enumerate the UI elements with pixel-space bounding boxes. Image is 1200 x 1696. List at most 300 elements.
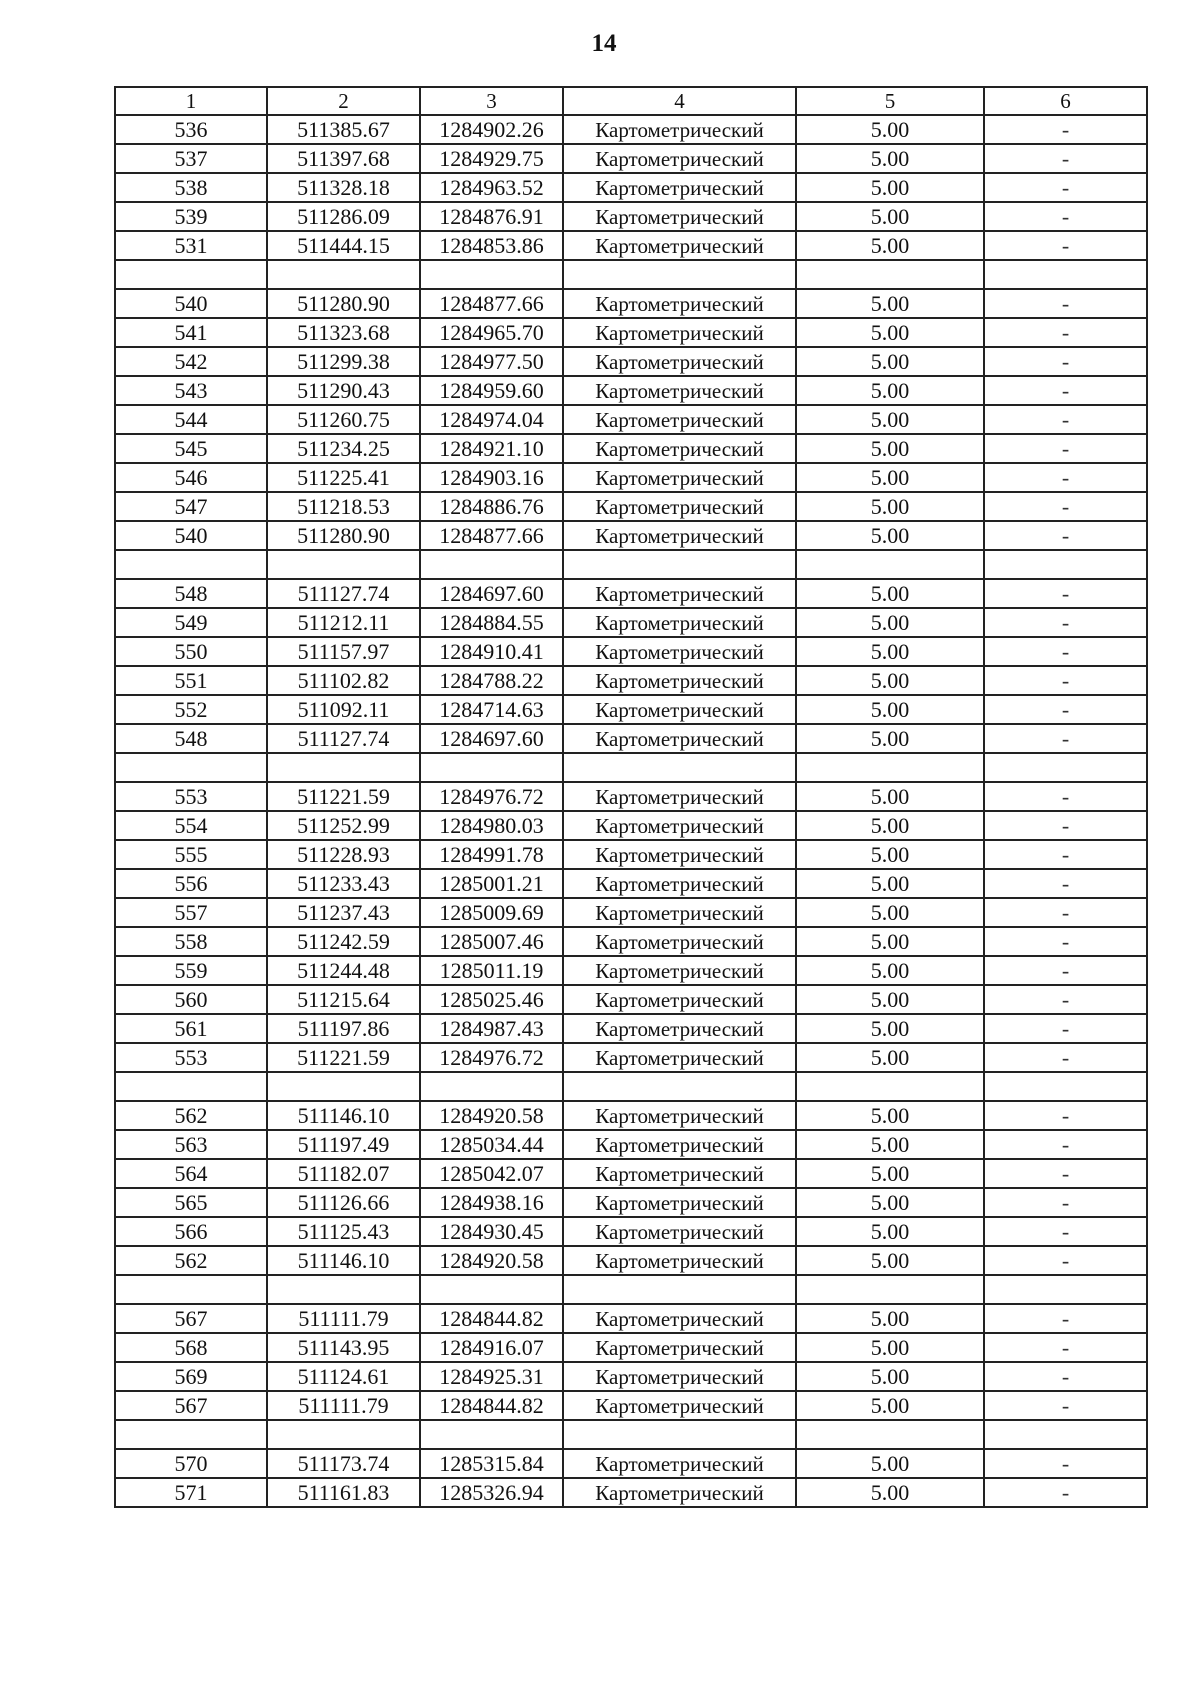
precision-cell: 5.00 [796, 608, 984, 637]
point-number-cell: 564 [115, 1159, 267, 1188]
point-number-cell: 563 [115, 1130, 267, 1159]
x-coordinate-cell: 511252.99 [267, 811, 420, 840]
column-header: 5 [796, 87, 984, 115]
x-coordinate-cell: 511286.09 [267, 202, 420, 231]
point-number-cell: 545 [115, 434, 267, 463]
y-coordinate-cell: 1284965.70 [420, 318, 563, 347]
table-row [115, 1304, 1147, 1333]
y-coordinate-cell: 1285326.94 [420, 1478, 563, 1507]
point-number-cell [115, 753, 267, 782]
description-cell: - [984, 434, 1147, 463]
x-coordinate-cell: 511328.18 [267, 173, 420, 202]
precision-cell: 5.00 [796, 434, 984, 463]
table-row [115, 579, 1147, 608]
y-coordinate-cell: 1284963.52 [420, 173, 563, 202]
method-cell [563, 260, 796, 289]
x-coordinate-cell: 511444.15 [267, 231, 420, 260]
point-number-cell: 543 [115, 376, 267, 405]
method-cell: Картометрический [563, 1333, 796, 1362]
x-coordinate-cell: 511280.90 [267, 289, 420, 318]
x-coordinate-cell: 511397.68 [267, 144, 420, 173]
x-coordinate-cell: 511290.43 [267, 376, 420, 405]
y-coordinate-cell: 1284877.66 [420, 289, 563, 318]
x-coordinate-cell: 511280.90 [267, 521, 420, 550]
point-number-cell: 553 [115, 782, 267, 811]
precision-cell: 5.00 [796, 173, 984, 202]
column-header: 2 [267, 87, 420, 115]
x-coordinate-cell: 511092.11 [267, 695, 420, 724]
point-number-cell: 536 [115, 115, 267, 144]
method-cell: Картометрический [563, 202, 796, 231]
point-number-cell: 562 [115, 1246, 267, 1275]
table-row [115, 695, 1147, 724]
table-row [115, 637, 1147, 666]
method-cell: Картометрический [563, 1043, 796, 1072]
method-cell: Картометрический [563, 869, 796, 898]
table-row [115, 492, 1147, 521]
description-cell: - [984, 724, 1147, 753]
table-separator-row [115, 1072, 1147, 1101]
precision-cell [796, 1275, 984, 1304]
y-coordinate-cell: 1284925.31 [420, 1362, 563, 1391]
table-row [115, 608, 1147, 637]
column-header: 4 [563, 87, 796, 115]
point-number-cell: 567 [115, 1304, 267, 1333]
x-coordinate-cell: 511127.74 [267, 724, 420, 753]
description-cell: - [984, 173, 1147, 202]
table-separator-row [115, 753, 1147, 782]
precision-cell: 5.00 [796, 695, 984, 724]
point-number-cell: 531 [115, 231, 267, 260]
description-cell [984, 550, 1147, 579]
precision-cell: 5.00 [796, 1333, 984, 1362]
y-coordinate-cell: 1284920.58 [420, 1101, 563, 1130]
method-cell [563, 1275, 796, 1304]
y-coordinate-cell: 1284977.50 [420, 347, 563, 376]
method-cell: Картометрический [563, 289, 796, 318]
point-number-cell: 538 [115, 173, 267, 202]
method-cell [563, 753, 796, 782]
x-coordinate-cell: 511111.79 [267, 1304, 420, 1333]
table-row [115, 347, 1147, 376]
method-cell: Картометрический [563, 1188, 796, 1217]
point-number-cell: 548 [115, 724, 267, 753]
y-coordinate-cell: 1284929.75 [420, 144, 563, 173]
x-coordinate-cell: 511111.79 [267, 1391, 420, 1420]
method-cell: Картометрический [563, 927, 796, 956]
method-cell: Картометрический [563, 898, 796, 927]
precision-cell: 5.00 [796, 1304, 984, 1333]
x-coordinate-cell: 511225.41 [267, 463, 420, 492]
description-cell: - [984, 521, 1147, 550]
y-coordinate-cell: 1285034.44 [420, 1130, 563, 1159]
y-coordinate-cell: 1284987.43 [420, 1014, 563, 1043]
x-coordinate-cell: 511127.74 [267, 579, 420, 608]
table-row [115, 1246, 1147, 1275]
y-coordinate-cell: 1284916.07 [420, 1333, 563, 1362]
precision-cell: 5.00 [796, 289, 984, 318]
y-coordinate-cell: 1284697.60 [420, 724, 563, 753]
precision-cell: 5.00 [796, 869, 984, 898]
precision-cell: 5.00 [796, 1217, 984, 1246]
method-cell: Картометрический [563, 724, 796, 753]
y-coordinate-cell: 1284844.82 [420, 1391, 563, 1420]
table-row [115, 1333, 1147, 1362]
table-row [115, 1043, 1147, 1072]
point-number-cell: 557 [115, 898, 267, 927]
x-coordinate-cell: 511221.59 [267, 782, 420, 811]
method-cell: Картометрический [563, 115, 796, 144]
precision-cell: 5.00 [796, 1101, 984, 1130]
point-number-cell: 549 [115, 608, 267, 637]
point-number-cell: 540 [115, 289, 267, 318]
point-number-cell [115, 260, 267, 289]
method-cell: Картометрический [563, 1449, 796, 1478]
method-cell: Картометрический [563, 985, 796, 1014]
table-row [115, 144, 1147, 173]
table-row [115, 1130, 1147, 1159]
description-cell: - [984, 1014, 1147, 1043]
x-coordinate-cell [267, 1275, 420, 1304]
point-number-cell: 558 [115, 927, 267, 956]
precision-cell: 5.00 [796, 1391, 984, 1420]
description-cell: - [984, 782, 1147, 811]
y-coordinate-cell [420, 260, 563, 289]
x-coordinate-cell: 511197.86 [267, 1014, 420, 1043]
y-coordinate-cell [420, 550, 563, 579]
x-coordinate-cell: 511102.82 [267, 666, 420, 695]
x-coordinate-cell: 511212.11 [267, 608, 420, 637]
column-header: 3 [420, 87, 563, 115]
precision-cell: 5.00 [796, 840, 984, 869]
precision-cell: 5.00 [796, 898, 984, 927]
y-coordinate-cell: 1284697.60 [420, 579, 563, 608]
precision-cell: 5.00 [796, 666, 984, 695]
description-cell: - [984, 695, 1147, 724]
description-cell: - [984, 1130, 1147, 1159]
x-coordinate-cell: 511234.25 [267, 434, 420, 463]
x-coordinate-cell: 511260.75 [267, 405, 420, 434]
y-coordinate-cell: 1284902.26 [420, 115, 563, 144]
description-cell [984, 1420, 1147, 1449]
method-cell [563, 550, 796, 579]
table-row [115, 434, 1147, 463]
table-row [115, 202, 1147, 231]
precision-cell: 5.00 [796, 1130, 984, 1159]
table-row [115, 666, 1147, 695]
point-number-cell: 546 [115, 463, 267, 492]
method-cell: Картометрический [563, 840, 796, 869]
y-coordinate-cell: 1284853.86 [420, 231, 563, 260]
point-number-cell: 539 [115, 202, 267, 231]
point-number-cell: 560 [115, 985, 267, 1014]
y-coordinate-cell: 1284844.82 [420, 1304, 563, 1333]
description-cell: - [984, 202, 1147, 231]
y-coordinate-cell: 1285011.19 [420, 956, 563, 985]
point-number-cell: 559 [115, 956, 267, 985]
table-separator-row [115, 260, 1147, 289]
y-coordinate-cell [420, 1072, 563, 1101]
y-coordinate-cell: 1284910.41 [420, 637, 563, 666]
description-cell: - [984, 1362, 1147, 1391]
table-row [115, 1391, 1147, 1420]
x-coordinate-cell: 511215.64 [267, 985, 420, 1014]
table-row [115, 724, 1147, 753]
point-number-cell: 542 [115, 347, 267, 376]
x-coordinate-cell: 511161.83 [267, 1478, 420, 1507]
precision-cell: 5.00 [796, 811, 984, 840]
table-row [115, 463, 1147, 492]
point-number-cell: 540 [115, 521, 267, 550]
y-coordinate-cell: 1284886.76 [420, 492, 563, 521]
description-cell: - [984, 115, 1147, 144]
method-cell: Картометрический [563, 173, 796, 202]
y-coordinate-cell: 1285007.46 [420, 927, 563, 956]
point-number-cell: 541 [115, 318, 267, 347]
precision-cell [796, 1072, 984, 1101]
point-number-cell: 554 [115, 811, 267, 840]
y-coordinate-cell: 1284921.10 [420, 434, 563, 463]
y-coordinate-cell: 1285315.84 [420, 1449, 563, 1478]
precision-cell: 5.00 [796, 318, 984, 347]
point-number-cell [115, 1072, 267, 1101]
precision-cell: 5.00 [796, 1478, 984, 1507]
x-coordinate-cell: 511197.49 [267, 1130, 420, 1159]
y-coordinate-cell: 1284938.16 [420, 1188, 563, 1217]
precision-cell: 5.00 [796, 1043, 984, 1072]
description-cell: - [984, 1188, 1147, 1217]
precision-cell: 5.00 [796, 637, 984, 666]
table-separator-row [115, 550, 1147, 579]
description-cell: - [984, 985, 1147, 1014]
table-row [115, 1449, 1147, 1478]
description-cell: - [984, 1333, 1147, 1362]
description-cell: - [984, 1391, 1147, 1420]
y-coordinate-cell [420, 753, 563, 782]
method-cell: Картометрический [563, 144, 796, 173]
method-cell: Картометрический [563, 347, 796, 376]
description-cell: - [984, 144, 1147, 173]
method-cell: Картометрический [563, 492, 796, 521]
method-cell: Картометрический [563, 1130, 796, 1159]
x-coordinate-cell: 511146.10 [267, 1246, 420, 1275]
precision-cell: 5.00 [796, 579, 984, 608]
table-row [115, 869, 1147, 898]
y-coordinate-cell: 1284714.63 [420, 695, 563, 724]
point-number-cell: 565 [115, 1188, 267, 1217]
precision-cell [796, 550, 984, 579]
method-cell: Картометрический [563, 231, 796, 260]
method-cell: Картометрический [563, 405, 796, 434]
precision-cell: 5.00 [796, 1362, 984, 1391]
x-coordinate-cell: 511228.93 [267, 840, 420, 869]
point-number-cell: 566 [115, 1217, 267, 1246]
method-cell: Картометрический [563, 1014, 796, 1043]
method-cell: Картометрический [563, 318, 796, 347]
table-row [115, 840, 1147, 869]
method-cell: Картометрический [563, 666, 796, 695]
precision-cell: 5.00 [796, 724, 984, 753]
point-number-cell [115, 1420, 267, 1449]
column-header: 1 [115, 87, 267, 115]
x-coordinate-cell [267, 1072, 420, 1101]
description-cell: - [984, 1304, 1147, 1333]
table-row [115, 1014, 1147, 1043]
precision-cell: 5.00 [796, 376, 984, 405]
method-cell: Картометрический [563, 1304, 796, 1333]
table-row [115, 985, 1147, 1014]
method-cell: Картометрический [563, 695, 796, 724]
description-cell [984, 260, 1147, 289]
description-cell: - [984, 608, 1147, 637]
table-row [115, 1217, 1147, 1246]
table-row [115, 231, 1147, 260]
description-cell: - [984, 1217, 1147, 1246]
description-cell: - [984, 1478, 1147, 1507]
point-number-cell: 571 [115, 1478, 267, 1507]
table-row [115, 1188, 1147, 1217]
description-cell: - [984, 1246, 1147, 1275]
description-cell: - [984, 927, 1147, 956]
point-number-cell [115, 550, 267, 579]
description-cell: - [984, 869, 1147, 898]
description-cell: - [984, 579, 1147, 608]
precision-cell: 5.00 [796, 347, 984, 376]
table-row [115, 956, 1147, 985]
x-coordinate-cell: 511237.43 [267, 898, 420, 927]
description-cell: - [984, 898, 1147, 927]
y-coordinate-cell: 1285001.21 [420, 869, 563, 898]
table-row [115, 1362, 1147, 1391]
x-coordinate-cell [267, 753, 420, 782]
method-cell: Картометрический [563, 1246, 796, 1275]
table-header-row [115, 87, 1147, 115]
point-number-cell: 551 [115, 666, 267, 695]
precision-cell: 5.00 [796, 782, 984, 811]
precision-cell: 5.00 [796, 521, 984, 550]
y-coordinate-cell [420, 1275, 563, 1304]
description-cell: - [984, 840, 1147, 869]
precision-cell: 5.00 [796, 1449, 984, 1478]
x-coordinate-cell: 511173.74 [267, 1449, 420, 1478]
point-number-cell: 568 [115, 1333, 267, 1362]
table-row [115, 289, 1147, 318]
x-coordinate-cell: 511126.66 [267, 1188, 420, 1217]
description-cell: - [984, 1101, 1147, 1130]
table-row [115, 318, 1147, 347]
method-cell: Картометрический [563, 521, 796, 550]
x-coordinate-cell: 511323.68 [267, 318, 420, 347]
method-cell: Картометрический [563, 811, 796, 840]
point-number-cell: 548 [115, 579, 267, 608]
method-cell: Картометрический [563, 1217, 796, 1246]
description-cell: - [984, 347, 1147, 376]
precision-cell: 5.00 [796, 1014, 984, 1043]
description-cell: - [984, 492, 1147, 521]
description-cell: - [984, 463, 1147, 492]
point-number-cell: 544 [115, 405, 267, 434]
y-coordinate-cell: 1284903.16 [420, 463, 563, 492]
y-coordinate-cell: 1285009.69 [420, 898, 563, 927]
description-cell: - [984, 637, 1147, 666]
point-number-cell [115, 1275, 267, 1304]
point-number-cell: 561 [115, 1014, 267, 1043]
description-cell: - [984, 318, 1147, 347]
x-coordinate-cell: 511221.59 [267, 1043, 420, 1072]
y-coordinate-cell: 1284991.78 [420, 840, 563, 869]
description-cell: - [984, 405, 1147, 434]
table-row [115, 173, 1147, 202]
x-coordinate-cell: 511244.48 [267, 956, 420, 985]
precision-cell: 5.00 [796, 202, 984, 231]
method-cell: Картометрический [563, 782, 796, 811]
x-coordinate-cell: 511125.43 [267, 1217, 420, 1246]
table-row [115, 811, 1147, 840]
page-number: 14 [591, 30, 617, 57]
precision-cell: 5.00 [796, 956, 984, 985]
x-coordinate-cell: 511124.61 [267, 1362, 420, 1391]
table-separator-row [115, 1420, 1147, 1449]
y-coordinate-cell: 1284976.72 [420, 1043, 563, 1072]
description-cell: - [984, 376, 1147, 405]
point-number-cell: 562 [115, 1101, 267, 1130]
method-cell: Картометрический [563, 1362, 796, 1391]
x-coordinate-cell [267, 1420, 420, 1449]
table-separator-row [115, 1275, 1147, 1304]
description-cell: - [984, 811, 1147, 840]
precision-cell: 5.00 [796, 1159, 984, 1188]
x-coordinate-cell [267, 550, 420, 579]
y-coordinate-cell: 1284974.04 [420, 405, 563, 434]
x-coordinate-cell: 511385.67 [267, 115, 420, 144]
point-number-cell: 567 [115, 1391, 267, 1420]
precision-cell: 5.00 [796, 1246, 984, 1275]
table-row [115, 115, 1147, 144]
precision-cell [796, 753, 984, 782]
description-cell: - [984, 956, 1147, 985]
y-coordinate-cell: 1284884.55 [420, 608, 563, 637]
point-number-cell: 569 [115, 1362, 267, 1391]
y-coordinate-cell: 1285025.46 [420, 985, 563, 1014]
y-coordinate-cell: 1285042.07 [420, 1159, 563, 1188]
table-row [115, 1478, 1147, 1507]
description-cell: - [984, 1043, 1147, 1072]
point-number-cell: 553 [115, 1043, 267, 1072]
method-cell: Картометрический [563, 434, 796, 463]
x-coordinate-cell: 511182.07 [267, 1159, 420, 1188]
table-row [115, 782, 1147, 811]
precision-cell: 5.00 [796, 115, 984, 144]
x-coordinate-cell [267, 260, 420, 289]
method-cell: Картометрический [563, 956, 796, 985]
precision-cell: 5.00 [796, 463, 984, 492]
table-row [115, 898, 1147, 927]
y-coordinate-cell: 1284877.66 [420, 521, 563, 550]
description-cell: - [984, 1449, 1147, 1478]
precision-cell: 5.00 [796, 492, 984, 521]
point-number-cell: 537 [115, 144, 267, 173]
precision-cell: 5.00 [796, 405, 984, 434]
method-cell: Картометрический [563, 1101, 796, 1130]
point-number-cell: 552 [115, 695, 267, 724]
x-coordinate-cell: 511157.97 [267, 637, 420, 666]
description-cell: - [984, 1159, 1147, 1188]
method-cell: Картометрический [563, 376, 796, 405]
method-cell: Картометрический [563, 579, 796, 608]
precision-cell: 5.00 [796, 231, 984, 260]
precision-cell: 5.00 [796, 927, 984, 956]
table-row [115, 1101, 1147, 1130]
